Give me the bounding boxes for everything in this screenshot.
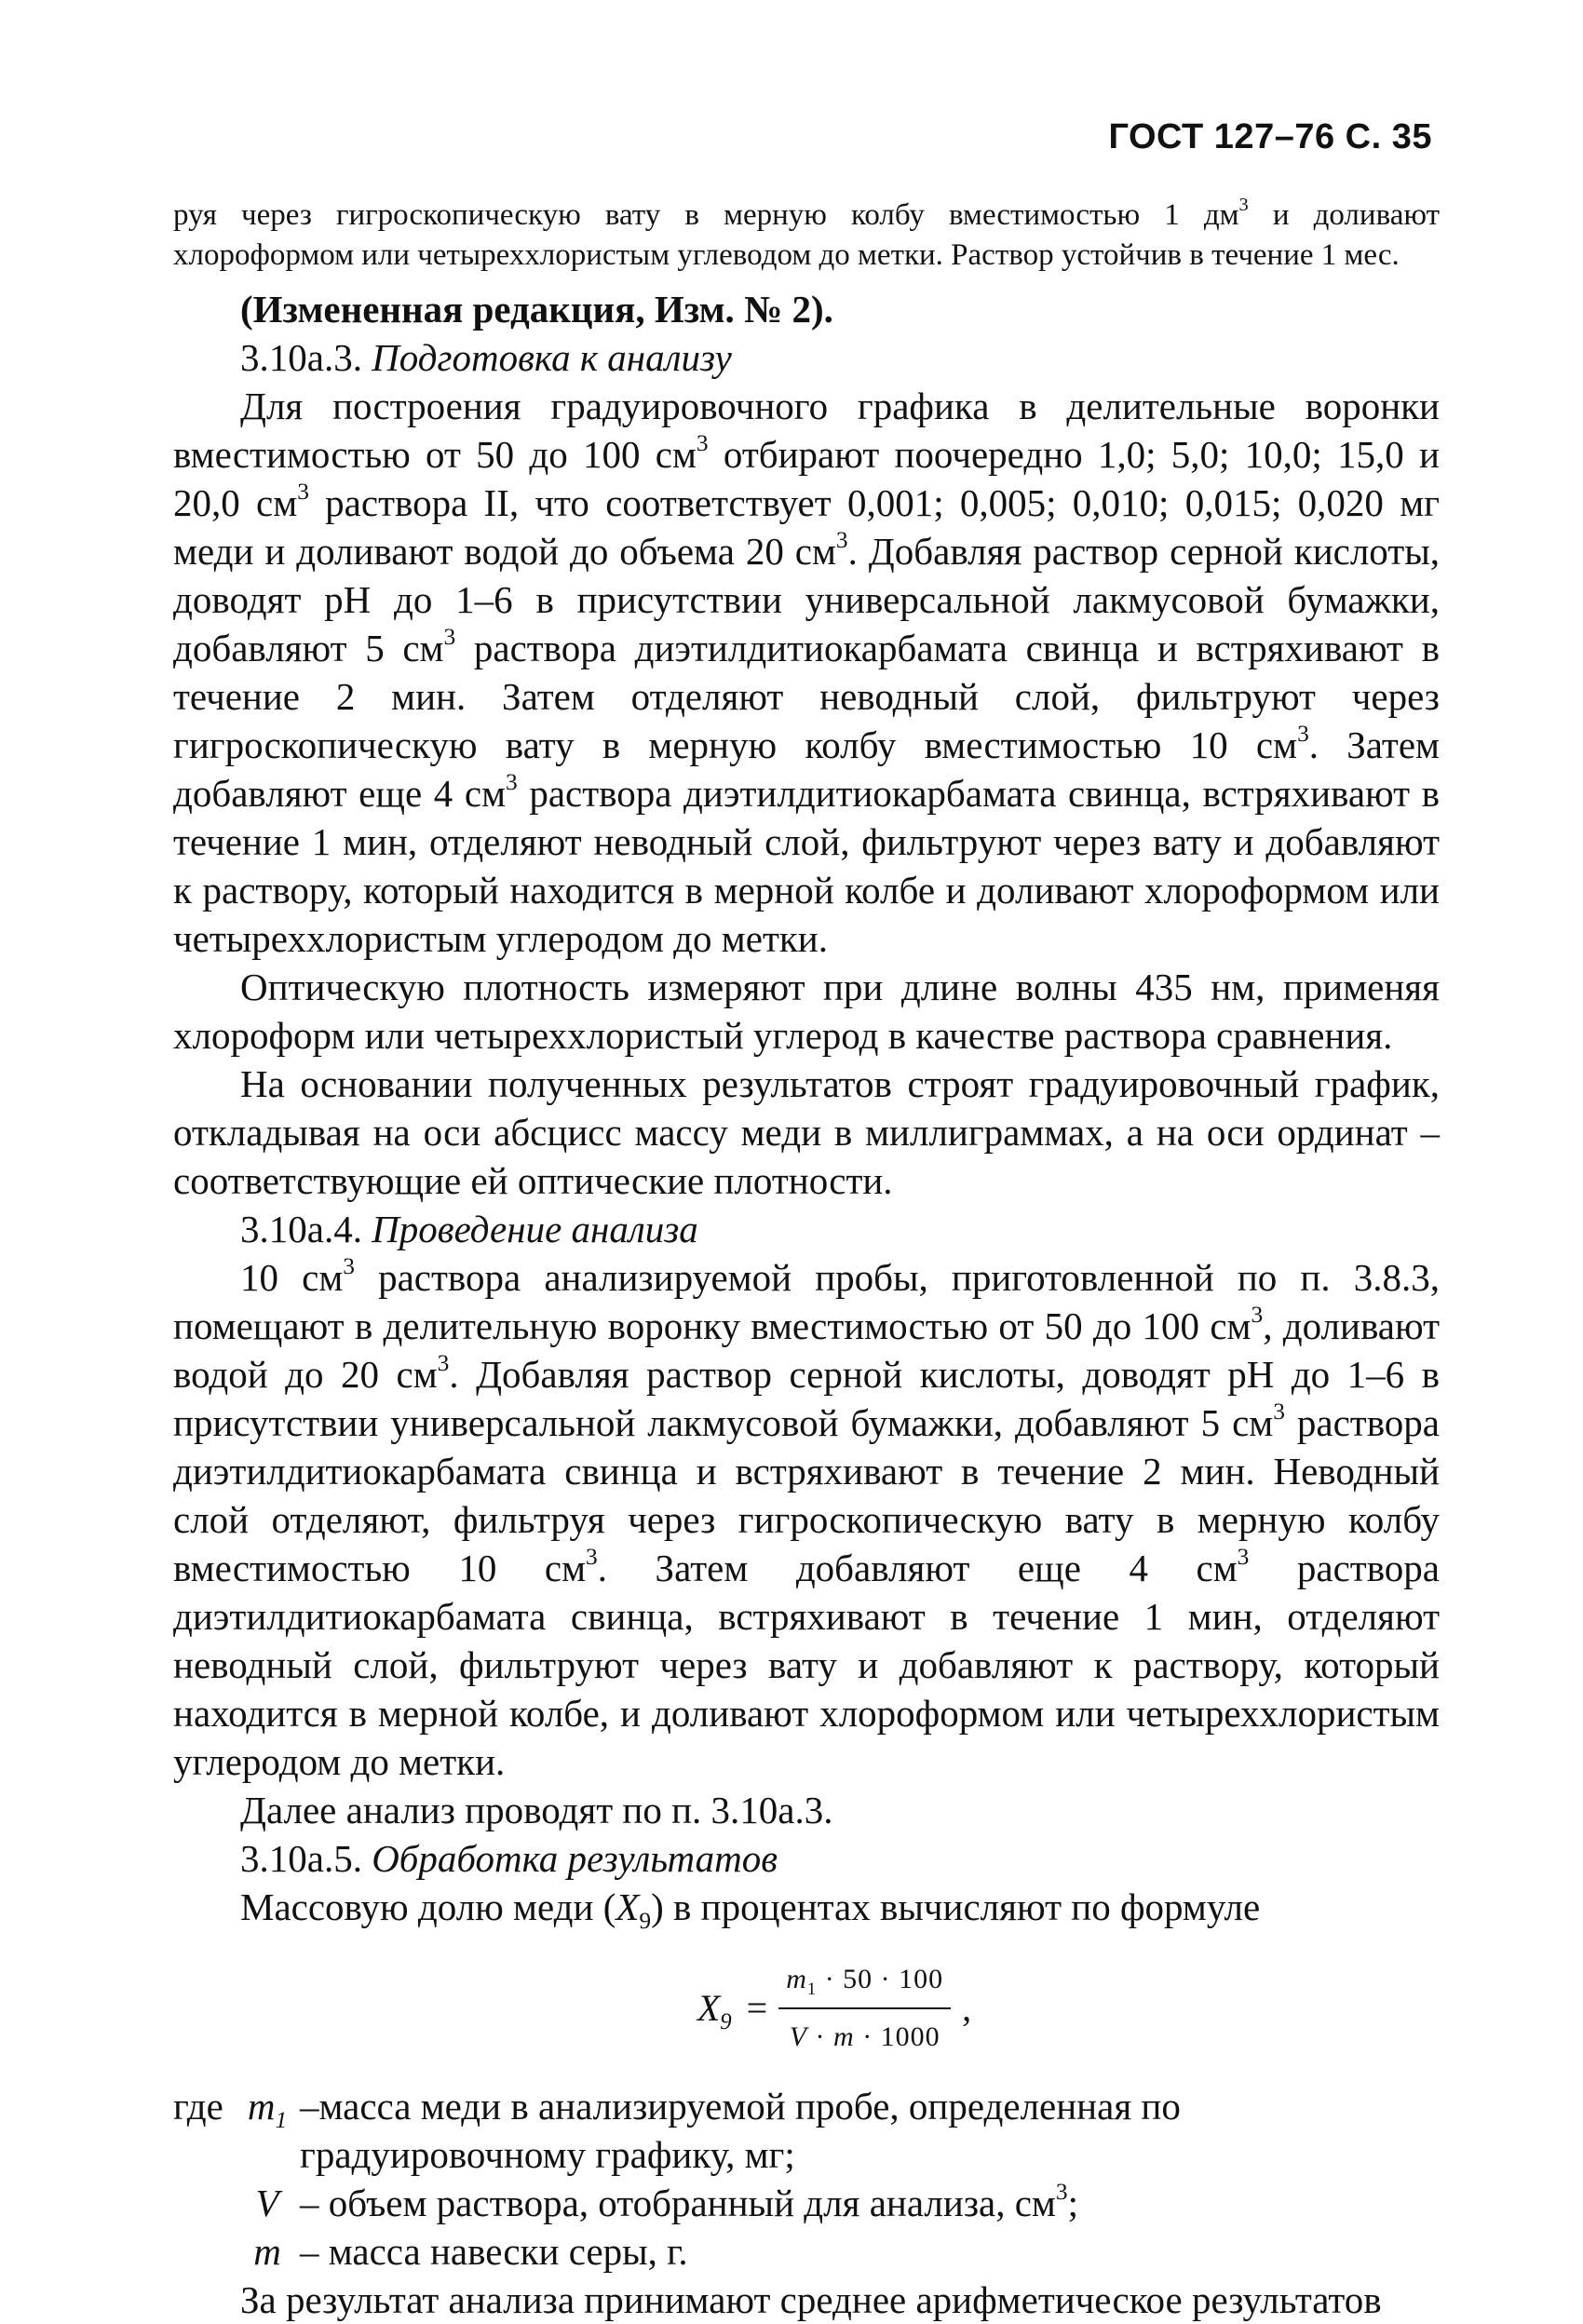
standard-number: ГОСТ 127–76 [1108, 117, 1335, 156]
where-item-m1 [173, 2082, 1440, 2179]
where-symbol: $m_1$ [247, 2085, 288, 2134]
where-definition: –масса меди в анализируемой пробе, определенная по градуировочному графику, мг; [300, 2085, 1181, 2176]
section-heading-3-10a-4: 3.10а.4. Проведение анализа [240, 1208, 698, 1250]
formula-numerator: $m_1 \cdot 50 \cdot 100$ [778, 1955, 951, 2009]
formula-comma: , [962, 1987, 972, 2029]
reference-paragraph: Далее анализ проводят по п. 3.10а.3. [240, 1789, 833, 1831]
mass-fraction-paragraph: Массовую долю меди $(X_9)$ в процентах вычисляют по формуле [240, 1885, 1261, 1935]
result-paragraph: За результат анализа принимают среднее арифметическое результатов [240, 2278, 1382, 2321]
analysis-paragraph: 10 $см^3$ раствора анализируемой пробы, приготовленной по п. 3.8.3, помещают в делительную воронку вместимостью от 50 до 100 $см^3$, доливают водой до 20 $см^3$. Добавляя раствор серной кислоты, доводят рН до 1–6 в присутствии универсальной лакмусовой бумажки, добавляют 5 $см^3$ раствора диэтилдитиокарбамата свинца и встряхивают в течение 2 мин. Неводный слой отделяют, фильтруя через гигроскопическую вату в мерную колбу вместимостью 10 $см^3$. Затем добавляют еще 4 $см^3$ раствора диэтилдитиокарбамата свинца, встряхивают в течение 1 мин, отделяют неводный слой, фильтруют через вату и добавляют к раствору, который находится в мерной колбе, и доливают хлороформом или четыреххлористым углеродом до метки. [173, 1252, 1440, 1783]
calibration-paragraph: Для построения градуировочного графика в делительные воронки вместимостью от 50 до 100 $см^3$ отбирают поочередно 1,0; 5,0; 10,0; 15,0 и 20,0 $см^3$ раствора II, что соответствует 0,001; 0,005; 0,010; 0,015; 0,020 мг меди и доливают водой до объема 20 $см^3$. Добавляя раствор серной кислоты, доводят рН до 1–6 в присутствии универсальной лакмусовой бумажки, добавляют 5 $см^3$ раствора диэтилдитиокарбамата свинца и встряхивают в течение 2 мин. Затем отделяют неводный слой, фильтруют через гигроскопическую вату в мерную колбу вместимостью 10 $см^3$. Затем добавляют еще 4 $см^3$ раствора диэтилдитиокарбамата свинца, встряхивают в течение 1 мин, отделяют неводный слой, фильтруют через вату и добавляют к раствору, который находится в мерной колбе и доливают хлороформом или четыреххлористым углеродом до метки. [173, 385, 1441, 960]
section-heading-3-10a-5: 3.10а.5. Обработка результатов [240, 1837, 778, 1880]
formula-fraction [778, 1955, 951, 2061]
where-item-m [173, 2227, 1440, 2276]
page-header [1108, 117, 1432, 157]
amendment-note: (Измененная редакция, Изм. № 2). [240, 288, 833, 331]
graph-paragraph: На основании полученных результатов строят градуировочный график, откладывая на оси абсцисс массу меди в миллиграммах, а на оси ординат – соответствующие ей оптические плотности. [173, 1062, 1440, 1202]
formula-equals: = [746, 1987, 768, 2029]
optical-density-paragraph: Оптическую плотность измеряют при длине волны 435 нм, применяя хлороформ или четыреххлористый углерод в качестве раствора сравнения. [173, 966, 1440, 1057]
formula-lhs: $X_9$ [697, 1987, 732, 2034]
copper-formula [173, 1955, 1440, 2061]
section-heading-3-10a-3: 3.10а.3. Подготовка к анализу [240, 336, 732, 379]
where-symbol: m [253, 2230, 281, 2273]
where-label: где [173, 2085, 223, 2128]
document-body [173, 196, 1440, 2324]
formula-denominator: V · m · 1000 [789, 2021, 940, 2052]
where-item-v [173, 2179, 1440, 2227]
intro-paragraph: руя через гигроскопическую вату в мерную колбу вместимостью 1 $дм^3$ и доливают хлороформом или четыреххлористым углеводом до метки. Раствор устойчив в течение 1 мес. [173, 194, 1440, 272]
where-definition: – объем раствора, отобранный для анализа, $см^3$; [300, 2178, 1078, 2224]
page-number: С. 35 [1345, 117, 1432, 156]
where-definition: – масса навески серы, г. [300, 2230, 688, 2273]
where-symbol: V [255, 2182, 279, 2224]
